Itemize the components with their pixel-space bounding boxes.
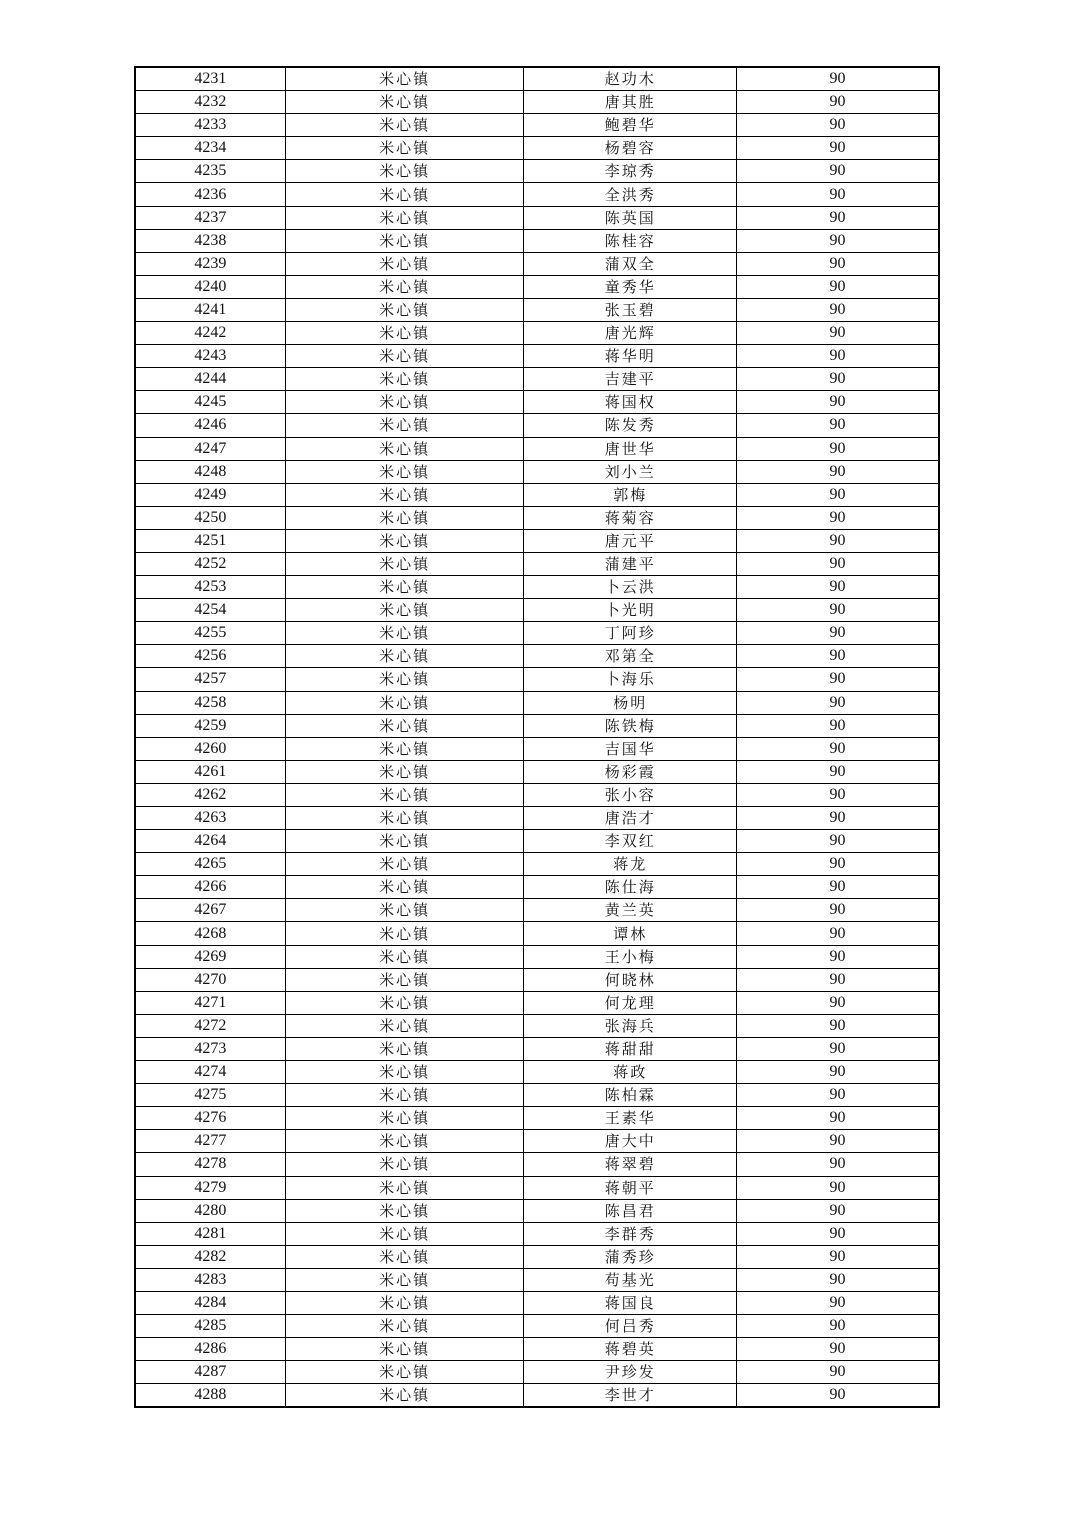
serial-number-cell: 4252 — [135, 552, 285, 575]
serial-number-cell: 4256 — [135, 645, 285, 668]
town-cell: 米心镇 — [285, 1176, 524, 1199]
town-cell: 米心镇 — [285, 345, 524, 368]
table-row — [135, 1107, 939, 1130]
town-cell: 米心镇 — [285, 830, 524, 853]
town-cell: 米心镇 — [285, 714, 524, 737]
amount-cell: 90 — [736, 622, 939, 645]
serial-number-cell: 4236 — [135, 183, 285, 206]
person-name-cell: 李双红 — [524, 830, 737, 853]
person-name-cell: 陈发秀 — [524, 414, 737, 437]
town-cell: 米心镇 — [285, 1199, 524, 1222]
serial-number-cell: 4251 — [135, 529, 285, 552]
person-name-cell: 卜海乐 — [524, 668, 737, 691]
amount-cell: 90 — [736, 576, 939, 599]
table-row — [135, 1338, 939, 1361]
serial-number-cell: 4244 — [135, 368, 285, 391]
table-row — [135, 668, 939, 691]
amount-cell: 90 — [736, 945, 939, 968]
town-cell: 米心镇 — [285, 668, 524, 691]
serial-number-cell: 4284 — [135, 1291, 285, 1314]
amount-cell: 90 — [736, 714, 939, 737]
person-name-cell: 蒋碧英 — [524, 1338, 737, 1361]
table-row — [135, 322, 939, 345]
serial-number-cell: 4254 — [135, 599, 285, 622]
person-name-cell: 吉建平 — [524, 368, 737, 391]
person-name-cell: 陈铁梅 — [524, 714, 737, 737]
town-cell: 米心镇 — [285, 899, 524, 922]
amount-cell: 90 — [736, 645, 939, 668]
person-name-cell: 杨明 — [524, 691, 737, 714]
table-row — [135, 137, 939, 160]
person-name-cell: 陈柏霖 — [524, 1084, 737, 1107]
town-cell: 米心镇 — [285, 414, 524, 437]
table-row — [135, 506, 939, 529]
serial-number-cell: 4272 — [135, 1014, 285, 1037]
serial-number-cell: 4276 — [135, 1107, 285, 1130]
table-row — [135, 691, 939, 714]
amount-cell: 90 — [736, 1014, 939, 1037]
town-cell: 米心镇 — [285, 737, 524, 760]
table-row — [135, 1153, 939, 1176]
town-cell: 米心镇 — [285, 322, 524, 345]
table-row — [135, 1199, 939, 1222]
town-cell: 米心镇 — [285, 114, 524, 137]
serial-number-cell: 4242 — [135, 322, 285, 345]
town-cell: 米心镇 — [285, 760, 524, 783]
amount-cell: 90 — [736, 322, 939, 345]
person-name-cell: 李群秀 — [524, 1222, 737, 1245]
town-cell: 米心镇 — [285, 529, 524, 552]
person-name-cell: 唐世华 — [524, 437, 737, 460]
amount-cell: 90 — [736, 1338, 939, 1361]
person-name-cell: 陈桂容 — [524, 229, 737, 252]
amount-cell: 90 — [736, 391, 939, 414]
amount-cell: 90 — [736, 183, 939, 206]
town-cell: 米心镇 — [285, 853, 524, 876]
amount-cell: 90 — [736, 460, 939, 483]
serial-number-cell: 4248 — [135, 460, 285, 483]
table-row — [135, 414, 939, 437]
serial-number-cell: 4267 — [135, 899, 285, 922]
person-name-cell: 蒋国权 — [524, 391, 737, 414]
amount-cell: 90 — [736, 137, 939, 160]
town-cell: 米心镇 — [285, 991, 524, 1014]
town-cell: 米心镇 — [285, 1384, 524, 1408]
serial-number-cell: 4273 — [135, 1037, 285, 1060]
amount-cell: 90 — [736, 368, 939, 391]
table-row — [135, 760, 939, 783]
table-row — [135, 807, 939, 830]
amount-cell: 90 — [736, 991, 939, 1014]
amount-cell: 90 — [736, 91, 939, 114]
serial-number-cell: 4287 — [135, 1361, 285, 1384]
person-name-cell: 卜云洪 — [524, 576, 737, 599]
serial-number-cell: 4270 — [135, 968, 285, 991]
serial-number-cell: 4285 — [135, 1315, 285, 1338]
town-cell: 米心镇 — [285, 229, 524, 252]
amount-cell: 90 — [736, 345, 939, 368]
table-row — [135, 622, 939, 645]
table-row — [135, 345, 939, 368]
amount-cell: 90 — [736, 968, 939, 991]
town-cell: 米心镇 — [285, 968, 524, 991]
table-row — [135, 1384, 939, 1408]
person-name-cell: 苟基光 — [524, 1268, 737, 1291]
serial-number-cell: 4282 — [135, 1245, 285, 1268]
amount-cell: 90 — [736, 1084, 939, 1107]
person-name-cell: 张海兵 — [524, 1014, 737, 1037]
table-row — [135, 783, 939, 806]
serial-number-cell: 4239 — [135, 252, 285, 275]
amount-cell: 90 — [736, 552, 939, 575]
table-row — [135, 1084, 939, 1107]
serial-number-cell: 4250 — [135, 506, 285, 529]
person-name-cell: 童秀华 — [524, 275, 737, 298]
table-row — [135, 206, 939, 229]
table-row — [135, 91, 939, 114]
amount-cell: 90 — [736, 830, 939, 853]
amount-cell: 90 — [736, 1037, 939, 1060]
person-name-cell: 蒋国良 — [524, 1291, 737, 1314]
table-row — [135, 1291, 939, 1314]
town-cell: 米心镇 — [285, 1084, 524, 1107]
serial-number-cell: 4233 — [135, 114, 285, 137]
town-cell: 米心镇 — [285, 1107, 524, 1130]
person-name-cell: 蒋朝平 — [524, 1176, 737, 1199]
town-cell: 米心镇 — [285, 206, 524, 229]
table-row — [135, 1245, 939, 1268]
person-name-cell: 吉国华 — [524, 737, 737, 760]
person-name-cell: 谭林 — [524, 922, 737, 945]
amount-cell: 90 — [736, 67, 939, 91]
town-cell: 米心镇 — [285, 691, 524, 714]
town-cell: 米心镇 — [285, 876, 524, 899]
table-row — [135, 67, 939, 91]
table-row — [135, 252, 939, 275]
serial-number-cell: 4277 — [135, 1130, 285, 1153]
town-cell: 米心镇 — [285, 599, 524, 622]
amount-cell: 90 — [736, 483, 939, 506]
table-row — [135, 391, 939, 414]
amount-cell: 90 — [736, 599, 939, 622]
person-name-cell: 唐浩才 — [524, 807, 737, 830]
serial-number-cell: 4243 — [135, 345, 285, 368]
amount-cell: 90 — [736, 1268, 939, 1291]
person-name-cell: 张小容 — [524, 783, 737, 806]
serial-number-cell: 4283 — [135, 1268, 285, 1291]
amount-cell: 90 — [736, 1222, 939, 1245]
town-cell: 米心镇 — [285, 391, 524, 414]
town-cell: 米心镇 — [285, 368, 524, 391]
town-cell: 米心镇 — [285, 137, 524, 160]
serial-number-cell: 4269 — [135, 945, 285, 968]
serial-number-cell: 4255 — [135, 622, 285, 645]
table-row — [135, 1176, 939, 1199]
person-name-cell: 王小梅 — [524, 945, 737, 968]
table-row — [135, 645, 939, 668]
serial-number-cell: 4265 — [135, 853, 285, 876]
person-name-cell: 刘小兰 — [524, 460, 737, 483]
table-row — [135, 599, 939, 622]
person-name-cell: 蒋华明 — [524, 345, 737, 368]
person-name-cell: 杨碧容 — [524, 137, 737, 160]
person-name-cell: 蒲双全 — [524, 252, 737, 275]
person-name-cell: 何晓林 — [524, 968, 737, 991]
amount-cell: 90 — [736, 437, 939, 460]
town-cell: 米心镇 — [285, 783, 524, 806]
amount-cell: 90 — [736, 229, 939, 252]
person-name-cell: 何吕秀 — [524, 1315, 737, 1338]
roster-table — [134, 66, 940, 1408]
person-name-cell: 蒋菊容 — [524, 506, 737, 529]
amount-cell: 90 — [736, 922, 939, 945]
town-cell: 米心镇 — [285, 645, 524, 668]
table-row — [135, 1315, 939, 1338]
amount-cell: 90 — [736, 668, 939, 691]
person-name-cell: 李琼秀 — [524, 160, 737, 183]
serial-number-cell: 4235 — [135, 160, 285, 183]
person-name-cell: 黄兰英 — [524, 899, 737, 922]
amount-cell: 90 — [736, 760, 939, 783]
town-cell: 米心镇 — [285, 1037, 524, 1060]
town-cell: 米心镇 — [285, 922, 524, 945]
town-cell: 米心镇 — [285, 807, 524, 830]
town-cell: 米心镇 — [285, 945, 524, 968]
serial-number-cell: 4268 — [135, 922, 285, 945]
person-name-cell: 尹珍发 — [524, 1361, 737, 1384]
table-row — [135, 1268, 939, 1291]
amount-cell: 90 — [736, 1061, 939, 1084]
person-name-cell: 王素华 — [524, 1107, 737, 1130]
table-row — [135, 714, 939, 737]
table-row — [135, 853, 939, 876]
table-row — [135, 275, 939, 298]
person-name-cell: 李世才 — [524, 1384, 737, 1408]
serial-number-cell: 4278 — [135, 1153, 285, 1176]
person-name-cell: 蒋龙 — [524, 853, 737, 876]
amount-cell: 90 — [736, 876, 939, 899]
serial-number-cell: 4274 — [135, 1061, 285, 1084]
serial-number-cell: 4240 — [135, 275, 285, 298]
serial-number-cell: 4259 — [135, 714, 285, 737]
town-cell: 米心镇 — [285, 1315, 524, 1338]
serial-number-cell: 4247 — [135, 437, 285, 460]
amount-cell: 90 — [736, 114, 939, 137]
town-cell: 米心镇 — [285, 275, 524, 298]
serial-number-cell: 4281 — [135, 1222, 285, 1245]
serial-number-cell: 4262 — [135, 783, 285, 806]
amount-cell: 90 — [736, 298, 939, 321]
person-name-cell: 杨彩霞 — [524, 760, 737, 783]
town-cell: 米心镇 — [285, 298, 524, 321]
amount-cell: 90 — [736, 1199, 939, 1222]
table-row — [135, 1222, 939, 1245]
person-name-cell: 丁阿珍 — [524, 622, 737, 645]
serial-number-cell: 4249 — [135, 483, 285, 506]
amount-cell: 90 — [736, 160, 939, 183]
serial-number-cell: 4257 — [135, 668, 285, 691]
town-cell: 米心镇 — [285, 552, 524, 575]
table-row — [135, 114, 939, 137]
serial-number-cell: 4231 — [135, 67, 285, 91]
serial-number-cell: 4280 — [135, 1199, 285, 1222]
town-cell: 米心镇 — [285, 1153, 524, 1176]
amount-cell: 90 — [736, 1153, 939, 1176]
table-row — [135, 1130, 939, 1153]
table-row — [135, 945, 939, 968]
amount-cell: 90 — [736, 529, 939, 552]
amount-cell: 90 — [736, 737, 939, 760]
person-name-cell: 张玉碧 — [524, 298, 737, 321]
person-name-cell: 唐其胜 — [524, 91, 737, 114]
person-name-cell: 陈英国 — [524, 206, 737, 229]
town-cell: 米心镇 — [285, 160, 524, 183]
serial-number-cell: 4266 — [135, 876, 285, 899]
amount-cell: 90 — [736, 1315, 939, 1338]
table-row — [135, 368, 939, 391]
person-name-cell: 鲍碧华 — [524, 114, 737, 137]
person-name-cell: 蒲秀珍 — [524, 1245, 737, 1268]
amount-cell: 90 — [736, 1384, 939, 1408]
serial-number-cell: 4286 — [135, 1338, 285, 1361]
person-name-cell: 邓第全 — [524, 645, 737, 668]
serial-number-cell: 4237 — [135, 206, 285, 229]
table-row — [135, 576, 939, 599]
table-row — [135, 1061, 939, 1084]
serial-number-cell: 4238 — [135, 229, 285, 252]
town-cell: 米心镇 — [285, 1130, 524, 1153]
serial-number-cell: 4234 — [135, 137, 285, 160]
serial-number-cell: 4241 — [135, 298, 285, 321]
serial-number-cell: 4264 — [135, 830, 285, 853]
amount-cell: 90 — [736, 1245, 939, 1268]
serial-number-cell: 4279 — [135, 1176, 285, 1199]
amount-cell: 90 — [736, 1107, 939, 1130]
person-name-cell: 唐光辉 — [524, 322, 737, 345]
table-row — [135, 437, 939, 460]
town-cell: 米心镇 — [285, 183, 524, 206]
amount-cell: 90 — [736, 506, 939, 529]
town-cell: 米心镇 — [285, 460, 524, 483]
table-row — [135, 922, 939, 945]
person-name-cell: 唐大中 — [524, 1130, 737, 1153]
person-name-cell: 蒋翠碧 — [524, 1153, 737, 1176]
serial-number-cell: 4271 — [135, 991, 285, 1014]
amount-cell: 90 — [736, 853, 939, 876]
person-name-cell: 唐元平 — [524, 529, 737, 552]
town-cell: 米心镇 — [285, 252, 524, 275]
town-cell: 米心镇 — [285, 1338, 524, 1361]
person-name-cell: 蒲建平 — [524, 552, 737, 575]
amount-cell: 90 — [736, 275, 939, 298]
table-row — [135, 1014, 939, 1037]
amount-cell: 90 — [736, 1291, 939, 1314]
person-name-cell: 全洪秀 — [524, 183, 737, 206]
serial-number-cell: 4246 — [135, 414, 285, 437]
town-cell: 米心镇 — [285, 1222, 524, 1245]
table-row — [135, 183, 939, 206]
person-name-cell: 何龙理 — [524, 991, 737, 1014]
amount-cell: 90 — [736, 414, 939, 437]
table-row — [135, 229, 939, 252]
serial-number-cell: 4288 — [135, 1384, 285, 1408]
amount-cell: 90 — [736, 1130, 939, 1153]
table-row — [135, 460, 939, 483]
table-row — [135, 552, 939, 575]
amount-cell: 90 — [736, 899, 939, 922]
town-cell: 米心镇 — [285, 576, 524, 599]
table-row — [135, 737, 939, 760]
amount-cell: 90 — [736, 691, 939, 714]
amount-cell: 90 — [736, 206, 939, 229]
serial-number-cell: 4258 — [135, 691, 285, 714]
town-cell: 米心镇 — [285, 1268, 524, 1291]
serial-number-cell: 4261 — [135, 760, 285, 783]
table-row — [135, 968, 939, 991]
table-row — [135, 1037, 939, 1060]
town-cell: 米心镇 — [285, 1361, 524, 1384]
person-name-cell: 蒋甜甜 — [524, 1037, 737, 1060]
table-row — [135, 298, 939, 321]
town-cell: 米心镇 — [285, 67, 524, 91]
serial-number-cell: 4260 — [135, 737, 285, 760]
person-name-cell: 陈昌君 — [524, 1199, 737, 1222]
serial-number-cell: 4245 — [135, 391, 285, 414]
amount-cell: 90 — [736, 807, 939, 830]
table-row — [135, 160, 939, 183]
person-name-cell: 蒋政 — [524, 1061, 737, 1084]
town-cell: 米心镇 — [285, 91, 524, 114]
table-row — [135, 483, 939, 506]
town-cell: 米心镇 — [285, 622, 524, 645]
serial-number-cell: 4275 — [135, 1084, 285, 1107]
table-row — [135, 529, 939, 552]
amount-cell: 90 — [736, 1361, 939, 1384]
roster-table-body — [135, 67, 939, 1407]
serial-number-cell: 4263 — [135, 807, 285, 830]
serial-number-cell: 4253 — [135, 576, 285, 599]
table-row — [135, 1361, 939, 1384]
town-cell: 米心镇 — [285, 483, 524, 506]
person-name-cell: 卜光明 — [524, 599, 737, 622]
amount-cell: 90 — [736, 252, 939, 275]
person-name-cell: 陈仕海 — [524, 876, 737, 899]
table-row — [135, 899, 939, 922]
town-cell: 米心镇 — [285, 1014, 524, 1037]
town-cell: 米心镇 — [285, 506, 524, 529]
table-row — [135, 991, 939, 1014]
amount-cell: 90 — [736, 783, 939, 806]
town-cell: 米心镇 — [285, 1245, 524, 1268]
town-cell: 米心镇 — [285, 1291, 524, 1314]
person-name-cell: 郭梅 — [524, 483, 737, 506]
table-row — [135, 876, 939, 899]
serial-number-cell: 4232 — [135, 91, 285, 114]
person-name-cell: 赵功木 — [524, 67, 737, 91]
town-cell: 米心镇 — [285, 437, 524, 460]
table-row — [135, 830, 939, 853]
town-cell: 米心镇 — [285, 1061, 524, 1084]
amount-cell: 90 — [736, 1176, 939, 1199]
